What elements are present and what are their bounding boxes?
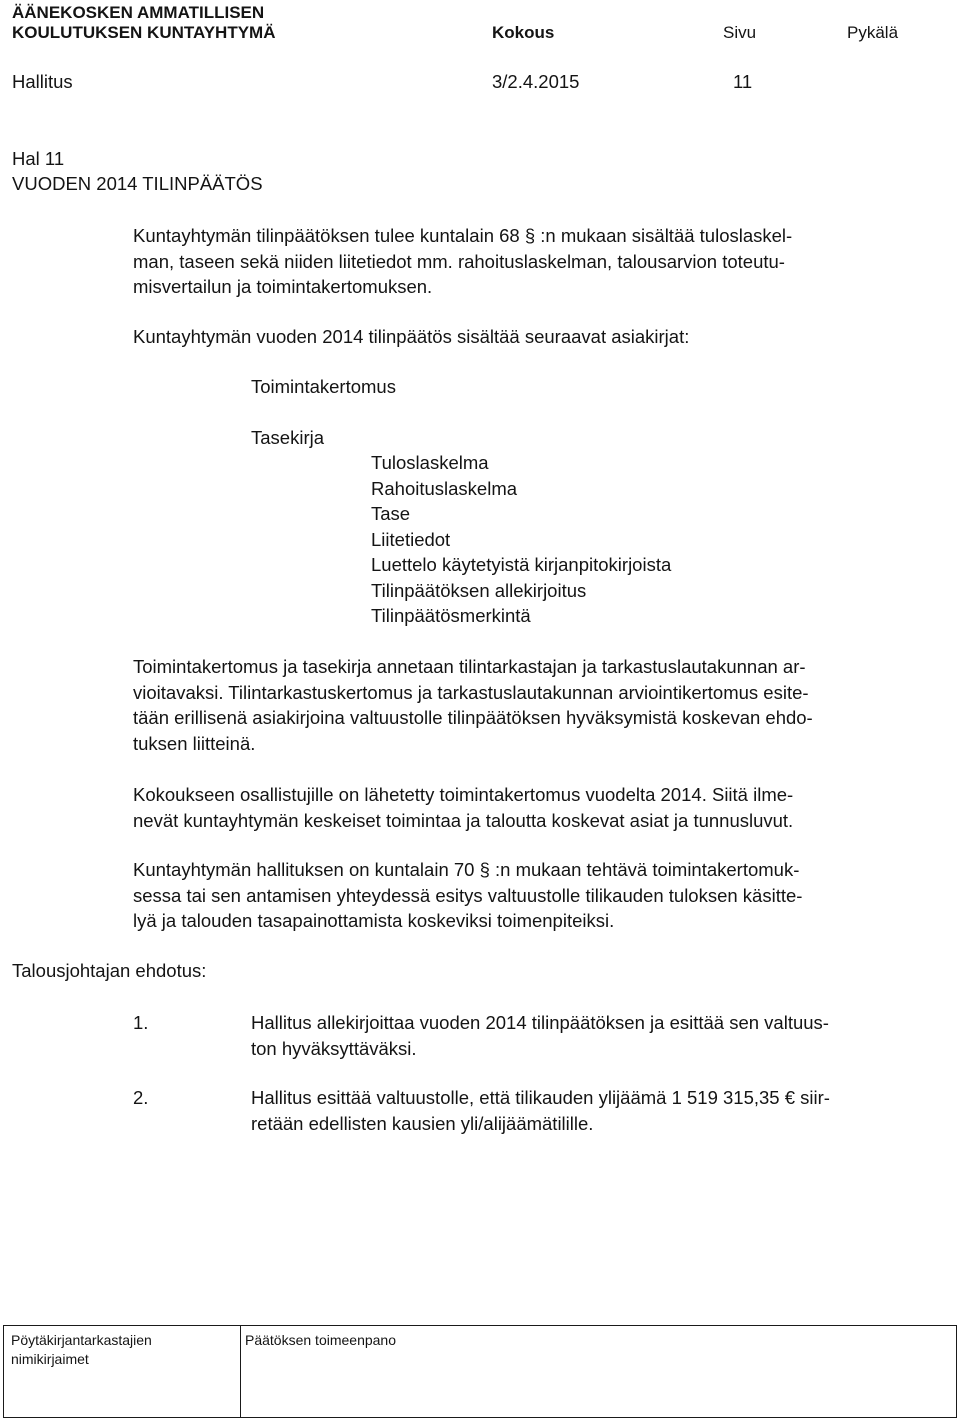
sub-item: Luettelo käytetyistä kirjanpitokirjoista bbox=[371, 554, 672, 575]
proposal-number-2: 2. bbox=[133, 1087, 149, 1108]
proposal-line: retään edellisten kausien yli/alijäämätilille. bbox=[251, 1112, 594, 1134]
sub-item: Tase bbox=[371, 503, 411, 524]
proposal-line: ton hyväksyttäväksi. bbox=[251, 1037, 417, 1059]
intro-line: man, taseen sekä niiden liitetiedot mm. rahoituslaskelman, talousarvion toteutu- bbox=[133, 250, 785, 272]
sent-line: Kokoukseen osallistujille on lähetetty toimintakertomus vuodelta 2014. Siitä ilme- bbox=[133, 784, 794, 805]
audit-line: Toimintakertomus ja tasekirja annetaan tilintarkastajan ja tarkastuslautakunnan ar- bbox=[133, 656, 806, 677]
proposal-item-1 bbox=[251, 1010, 941, 1061]
footer-signature-box bbox=[3, 1325, 957, 1418]
board-line: sessa tai sen antamisen yhteydessä esitys valtuustolle tilikauden tuloksen käsitte- bbox=[133, 884, 803, 906]
document-item-tasekirja: Tasekirja bbox=[251, 427, 324, 448]
contents-intro: Kuntayhtymän vuoden 2014 tilinpäätös sisältää seuraavat asiakirjat: bbox=[133, 326, 690, 347]
sub-item: Rahoituslaskelma bbox=[371, 477, 518, 499]
section-number: 11 bbox=[733, 71, 753, 92]
audit-line: tään erillisenä asiakirjoina valtuustolle tilinpäätöksen hyväksymistä koskevan ehdo- bbox=[133, 707, 813, 728]
sent-line: nevät kuntayhtymän keskeiset toimintaa ja taloutta koskevat asiat ja tunnusluvut. bbox=[133, 809, 794, 831]
sent-paragraph bbox=[133, 782, 933, 833]
intro-paragraph bbox=[133, 223, 933, 300]
org-name-line2: KOULUTUKSEN KUNTAYHTYMÄ bbox=[12, 23, 276, 42]
sub-item: Tuloslaskelma bbox=[371, 452, 489, 473]
footer-divider bbox=[240, 1326, 241, 1417]
footer-signatures-label-line1: Pöytäkirjantarkastajien bbox=[11, 1332, 152, 1348]
board-line: lyä ja talouden tasapainottamista koskeviksi toimenpiteiksi. bbox=[133, 910, 615, 931]
intro-line: misvertailun ja toimintakertomuksen. bbox=[133, 276, 433, 297]
proposal-label: Talousjohtajan ehdotus: bbox=[12, 960, 207, 981]
footer-signatures-label-line2: nimikirjaimet bbox=[11, 1351, 89, 1367]
header-col-section: Pykälä bbox=[847, 23, 899, 42]
header-col-meeting: Kokous bbox=[492, 23, 555, 42]
org-name-line1: ÄÄNEKOSKEN AMMATILLISEN bbox=[12, 3, 265, 22]
audit-line: vioitavaksi. Tilintarkastuskertomus ja tarkastuslautakunnan arviointikertomus esite- bbox=[133, 681, 809, 703]
body-name: Hallitus bbox=[12, 71, 73, 92]
header-col-page: Sivu bbox=[723, 23, 757, 42]
section-title: VUODEN 2014 TILINPÄÄTÖS bbox=[12, 173, 263, 194]
proposal-line: Hallitus allekirjoittaa vuoden 2014 tilinpäätöksen ja esittää sen valtuus- bbox=[251, 1012, 829, 1033]
board-paragraph bbox=[133, 857, 933, 934]
audit-line: tuksen liitteinä. bbox=[133, 732, 256, 754]
proposal-item-2 bbox=[251, 1085, 941, 1136]
sub-item: Tilinpäätösmerkintä bbox=[371, 605, 531, 626]
board-line: Kuntayhtymän hallituksen on kuntalain 70 § :n mukaan tehtävä toimintakertomuk- bbox=[133, 859, 800, 880]
meeting-date: 3/2.4.2015 bbox=[492, 71, 580, 92]
footer-execution-label: Päätöksen toimeenpano bbox=[245, 1332, 396, 1348]
proposal-line: Hallitus esittää valtuustolle, että tilikauden ylijäämä 1 519 315,35 € siir- bbox=[251, 1087, 830, 1108]
intro-line: Kuntayhtymän tilinpäätöksen tulee kuntalain 68 § :n mukaan sisältää tuloslaskel- bbox=[133, 225, 793, 246]
sub-item: Liitetiedot bbox=[371, 528, 451, 550]
audit-paragraph bbox=[133, 654, 933, 756]
section-id: Hal 11 bbox=[12, 148, 65, 169]
sub-item: Tilinpäätöksen allekirjoitus bbox=[371, 579, 587, 601]
document-item-toimintakertomus: Toimintakertomus bbox=[251, 376, 396, 397]
proposal-number-1: 1. bbox=[133, 1012, 149, 1033]
